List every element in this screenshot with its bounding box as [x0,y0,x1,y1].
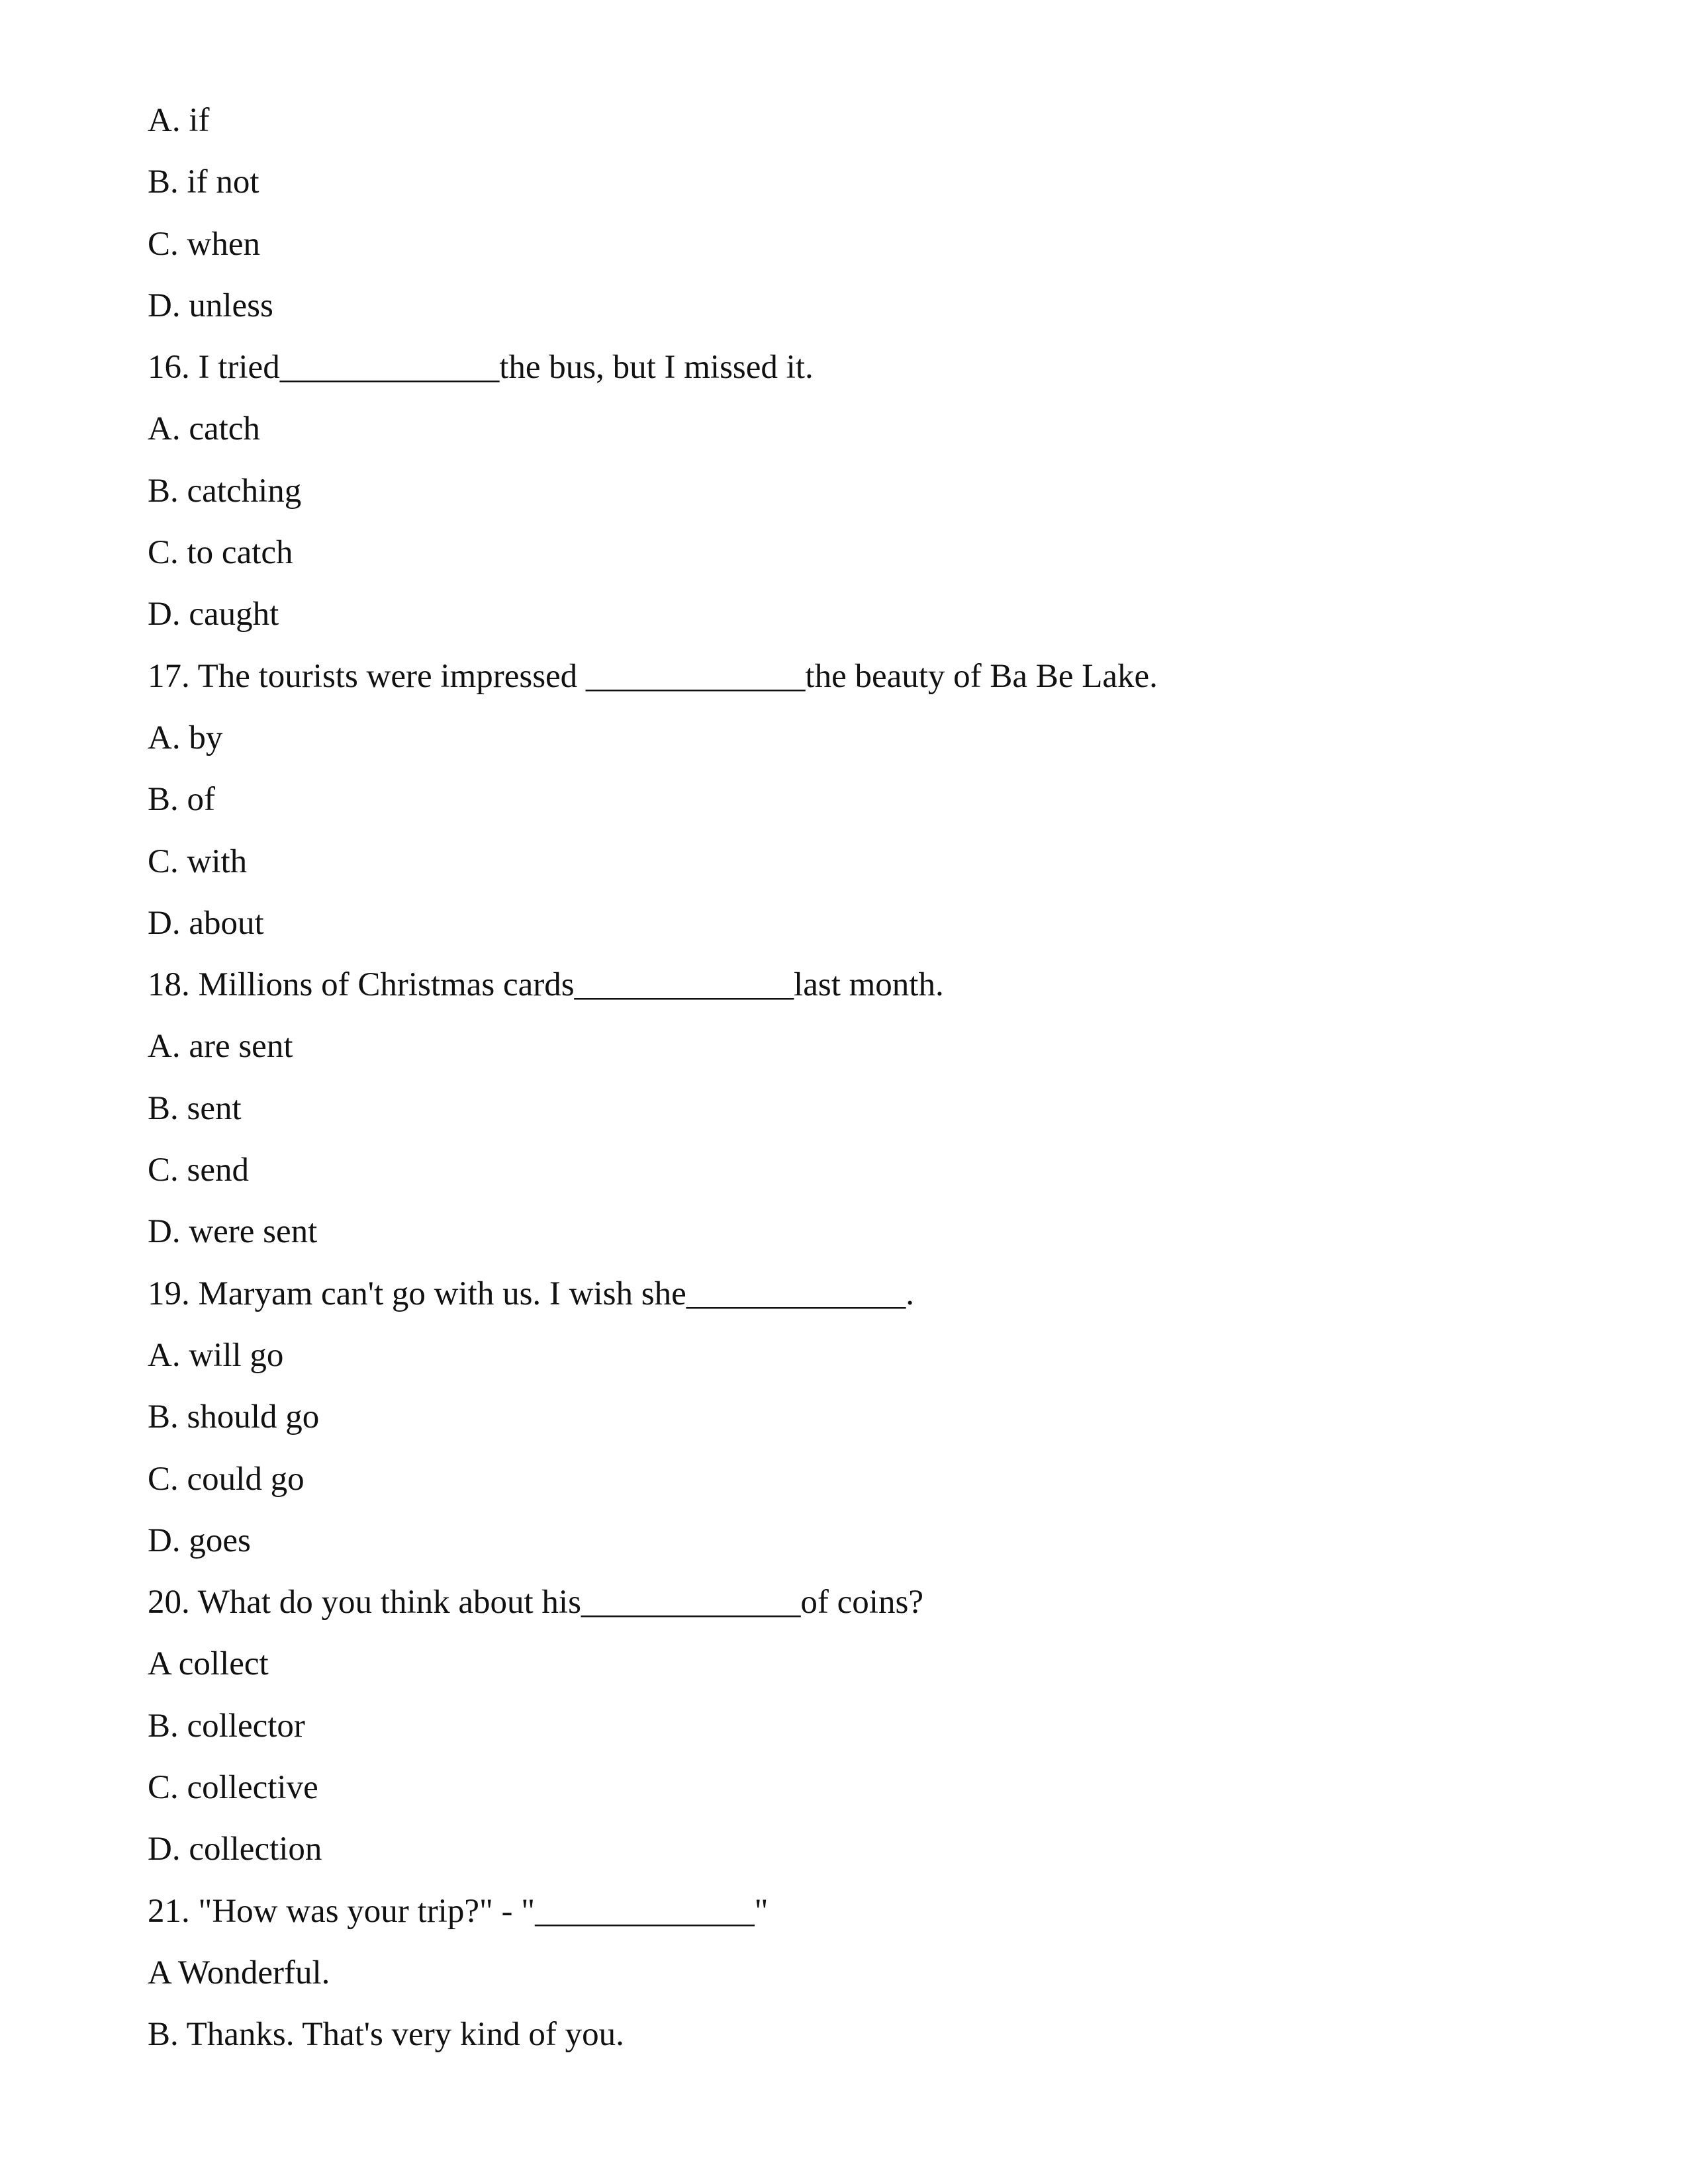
option-line: A. catch [148,410,260,448]
option-line: C. collective [148,1769,318,1807]
option-line: B. Thanks. That's very kind of you. [148,2016,624,2054]
question-19: 19. Maryam can't go with us. I wish she_____________. [148,1275,914,1312]
option-line: C. could go [148,1460,305,1498]
option-line: C. with [148,842,248,880]
question-18: 18. Millions of Christmas cards_____________last month. [148,966,944,1004]
option-line: A collect [148,1645,269,1683]
option-line: D. collection [148,1831,322,1868]
question-20: 20. What do you think about his_____________of coins? [148,1584,923,1621]
option-line: A Wonderful. [148,1954,330,1991]
option-line: A. by [148,719,223,756]
option-line: D. were sent [148,1213,318,1251]
option-line: C. when [148,225,260,263]
option-line: D. unless [148,287,273,324]
option-line: B. should go [148,1398,320,1436]
option-line: B. catching [148,472,302,510]
option-line: A. if [148,102,210,139]
option-line: A. will go [148,1336,284,1374]
question-21: 21. "How was your trip?" - "_____________" [148,1892,769,1930]
option-line: B. collector [148,1707,305,1745]
question-17: 17. The tourists were impressed _____________the beauty of Ba Be Lake. [148,657,1158,695]
option-line: A. are sent [148,1028,293,1066]
option-line: C. to catch [148,534,293,572]
question-16: 16. I tried_____________the bus, but I missed it. [148,349,814,387]
option-line: B. of [148,781,215,819]
question-list [148,90,1604,2066]
option-line: D. goes [148,1522,251,1559]
option-line: D. about [148,904,264,942]
option-line: C. send [148,1152,249,1189]
option-line: B. sent [148,1089,242,1127]
option-line: B. if not [148,163,259,201]
option-line: D. caught [148,596,279,633]
